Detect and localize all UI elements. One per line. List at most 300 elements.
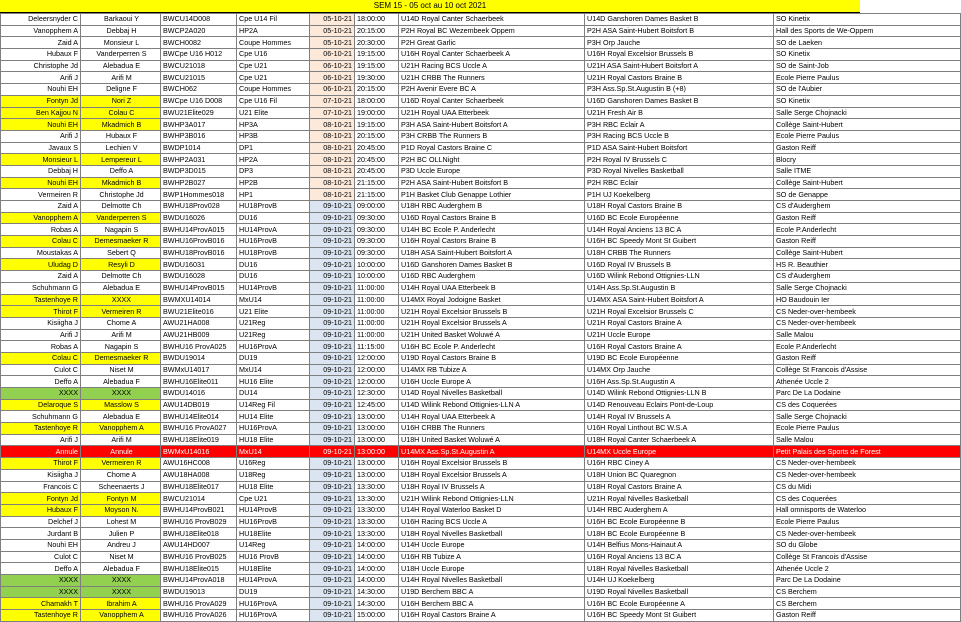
away-team-cell[interactable]: U16D Ganshoren Dames Basket B xyxy=(585,95,774,107)
home-team-cell[interactable]: U16H Uccle Europe A xyxy=(399,376,585,388)
venue-cell[interactable]: Collège St Francois d'Assise xyxy=(774,551,961,563)
match-time-cell[interactable]: 11:15:00 xyxy=(355,341,399,353)
referee-2-cell[interactable]: Annule xyxy=(81,446,161,458)
division-cell[interactable]: HU16ProvA xyxy=(237,423,310,435)
home-team-cell[interactable]: U18H RBC Auderghem B xyxy=(399,201,585,213)
division-cell[interactable]: MxU14 xyxy=(237,364,310,376)
match-date-cell[interactable]: 08-10-21 xyxy=(310,154,355,166)
match-date-cell[interactable]: 07-10-21 xyxy=(310,95,355,107)
venue-cell[interactable]: Parc De La Dodaine xyxy=(774,575,961,587)
division-cell[interactable]: HU18 Elite xyxy=(237,434,310,446)
venue-cell[interactable]: HO Baudouin Ier xyxy=(774,294,961,306)
referee-2-cell[interactable]: Ibrahim A xyxy=(81,598,161,610)
division-cell[interactable]: HP3A xyxy=(237,119,310,131)
referee-2-cell[interactable]: Scheenaerts J xyxy=(81,481,161,493)
venue-cell[interactable]: CS Berchem xyxy=(774,586,961,598)
home-team-cell[interactable]: P2H Avenir Evere BC A xyxy=(399,84,585,96)
home-team-cell[interactable]: U21H Wilink Rebond Ottignies-LLN xyxy=(399,493,585,505)
referee-1-cell[interactable]: Deffo A xyxy=(1,376,81,388)
referee-2-cell[interactable]: Delmotte Ch xyxy=(81,271,161,283)
match-time-cell[interactable]: 12:00:00 xyxy=(355,352,399,364)
home-team-cell[interactable]: U14D Royal Canter Schaerbeek xyxy=(399,14,585,26)
match-code-cell[interactable]: BWHU16 ProvA025 xyxy=(161,341,237,353)
match-time-cell[interactable]: 15:00:00 xyxy=(355,610,399,622)
home-team-cell[interactable]: U16D Ganshoren Dames Basket B xyxy=(399,259,585,271)
venue-cell[interactable]: CS d'Auderghem xyxy=(774,201,961,213)
division-cell[interactable]: DU19 xyxy=(237,352,310,364)
referee-1-cell[interactable]: Kisiigha J xyxy=(1,469,81,481)
referee-1-cell[interactable]: Nouhi EH xyxy=(1,84,81,96)
referee-1-cell[interactable]: Delaroque S xyxy=(1,399,81,411)
venue-cell[interactable]: Collège Saint-Hubert xyxy=(774,177,961,189)
referee-2-cell[interactable]: Vermeiren R xyxy=(81,458,161,470)
division-cell[interactable]: U21Reg xyxy=(237,317,310,329)
away-team-cell[interactable]: U16H BC Ecole Européenne A xyxy=(585,598,774,610)
match-time-cell[interactable]: 10:00:00 xyxy=(355,259,399,271)
match-code-cell[interactable]: BWHP2A031 xyxy=(161,154,237,166)
match-date-cell[interactable]: 09-10-21 xyxy=(310,575,355,587)
venue-cell[interactable]: CS Neder-over-hembeek xyxy=(774,458,961,470)
home-team-cell[interactable]: U14MX RB Tubize A xyxy=(399,364,585,376)
match-date-cell[interactable]: 07-10-21 xyxy=(310,107,355,119)
away-team-cell[interactable]: U18H Union BC Quaregnon xyxy=(585,469,774,481)
match-code-cell[interactable]: BWCU21014 xyxy=(161,493,237,505)
away-team-cell[interactable]: U16D BC Ecole Européenne xyxy=(585,212,774,224)
match-time-cell[interactable]: 20:45:00 xyxy=(355,154,399,166)
home-team-cell[interactable]: U16H Royal Excelsior Brussels B xyxy=(399,458,585,470)
match-time-cell[interactable]: 09:30:00 xyxy=(355,224,399,236)
match-date-cell[interactable]: 09-10-21 xyxy=(310,551,355,563)
match-time-cell[interactable]: 13:30:00 xyxy=(355,516,399,528)
away-team-cell[interactable]: U18H Royal Nivelles Basketball xyxy=(585,563,774,575)
match-date-cell[interactable]: 09-10-21 xyxy=(310,329,355,341)
referee-2-cell[interactable]: Nagapin S xyxy=(81,341,161,353)
division-cell[interactable]: HU16ProvB xyxy=(237,516,310,528)
home-team-cell[interactable]: U16D RBC Auderghem xyxy=(399,271,585,283)
home-team-cell[interactable]: U14H Royal Nivelles Basketball xyxy=(399,575,585,587)
match-time-cell[interactable]: 12:30:00 xyxy=(355,388,399,400)
referee-2-cell[interactable]: Vanderperren S xyxy=(81,49,161,61)
match-time-cell[interactable]: 13:00:00 xyxy=(355,469,399,481)
match-code-cell[interactable]: BWHU18Elite017 xyxy=(161,481,237,493)
away-team-cell[interactable]: U14H Belfius Mons-Hainaut A xyxy=(585,539,774,551)
match-code-cell[interactable]: AWU18HA008 xyxy=(161,469,237,481)
match-time-cell[interactable]: 14:30:00 xyxy=(355,586,399,598)
referee-1-cell[interactable]: Hubaux F xyxy=(1,504,81,516)
venue-cell[interactable]: Collège Saint-Hubert xyxy=(774,119,961,131)
referee-2-cell[interactable]: Alebadua E xyxy=(81,411,161,423)
division-cell[interactable]: HU18Elite xyxy=(237,563,310,575)
home-team-cell[interactable]: U18H Royal IV Brussels A xyxy=(399,481,585,493)
division-cell[interactable]: Cpe U21 xyxy=(237,493,310,505)
match-time-cell[interactable]: 20:45:00 xyxy=(355,165,399,177)
referee-2-cell[interactable]: Lohest M xyxy=(81,516,161,528)
home-team-cell[interactable]: U16H Royal Castors Braine A xyxy=(399,610,585,622)
division-cell[interactable]: HU16 ProvB xyxy=(237,551,310,563)
referee-2-cell[interactable]: Deffo A xyxy=(81,165,161,177)
match-code-cell[interactable]: BWDU19014 xyxy=(161,352,237,364)
home-team-cell[interactable]: P3D Uccle Europe xyxy=(399,165,585,177)
match-code-cell[interactable]: BWHP2B027 xyxy=(161,177,237,189)
venue-cell[interactable]: SO Kinetix xyxy=(774,95,961,107)
away-team-cell[interactable]: U18H Royal Castors Braine B xyxy=(585,201,774,213)
home-team-cell[interactable]: U14H Royal UAA Etterbeek B xyxy=(399,282,585,294)
match-date-cell[interactable]: 09-10-21 xyxy=(310,306,355,318)
referee-2-cell[interactable]: XXXX xyxy=(81,575,161,587)
match-date-cell[interactable]: 09-10-21 xyxy=(310,563,355,575)
match-code-cell[interactable]: BWHU16ProvB016 xyxy=(161,236,237,248)
division-cell[interactable]: DU19 xyxy=(237,586,310,598)
referee-2-cell[interactable]: Deligne F xyxy=(81,84,161,96)
venue-cell[interactable]: SO Kinetix xyxy=(774,49,961,61)
venue-cell[interactable]: CS Neder-over-hembeek xyxy=(774,528,961,540)
home-team-cell[interactable]: U16H CRBB The Runners xyxy=(399,423,585,435)
referee-1-cell[interactable]: Thirot F xyxy=(1,306,81,318)
venue-cell[interactable]: CS Neder-over-hembeek xyxy=(774,317,961,329)
referee-2-cell[interactable]: Barkaoui Y xyxy=(81,14,161,26)
division-cell[interactable]: HP2B xyxy=(237,177,310,189)
venue-cell[interactable]: Blocry xyxy=(774,154,961,166)
referee-1-cell[interactable]: Debbaj H xyxy=(1,165,81,177)
division-cell[interactable]: Cpe U16 xyxy=(237,49,310,61)
match-time-cell[interactable]: 20:15:00 xyxy=(355,84,399,96)
referee-2-cell[interactable]: Alebadua E xyxy=(81,282,161,294)
division-cell[interactable]: Cpe U16 Fil xyxy=(237,95,310,107)
referee-1-cell[interactable]: Zaid A xyxy=(1,271,81,283)
match-code-cell[interactable]: BWHU18Elite018 xyxy=(161,528,237,540)
venue-cell[interactable]: Ecole Pierre Paulus xyxy=(774,72,961,84)
away-team-cell[interactable]: P2H Royal IV Brussels C xyxy=(585,154,774,166)
division-cell[interactable]: HU16ProvB xyxy=(237,236,310,248)
home-team-cell[interactable]: U18H United Basket Woluwé A xyxy=(399,434,585,446)
home-team-cell[interactable]: U21H Racing BCS Uccle A xyxy=(399,60,585,72)
venue-cell[interactable]: Hall omnisports de Waterloo xyxy=(774,504,961,516)
referee-2-cell[interactable]: Nori Z xyxy=(81,95,161,107)
match-date-cell[interactable]: 09-10-21 xyxy=(310,212,355,224)
division-cell[interactable]: DU16 xyxy=(237,212,310,224)
match-time-cell[interactable]: 09:30:00 xyxy=(355,212,399,224)
division-cell[interactable]: HU14 Elite xyxy=(237,411,310,423)
referee-1-cell[interactable]: Culot C xyxy=(1,364,81,376)
referee-2-cell[interactable]: Mkadmich B xyxy=(81,119,161,131)
away-team-cell[interactable]: U14H Royal IV Brussels A xyxy=(585,411,774,423)
away-team-cell[interactable]: U16D Royal IV Brussels B xyxy=(585,259,774,271)
home-team-cell[interactable]: U21H Royal Excelsior Brussels A xyxy=(399,317,585,329)
away-team-cell[interactable]: P2H RBC Eclair xyxy=(585,177,774,189)
match-code-cell[interactable]: BWHU16 ProvB025 xyxy=(161,551,237,563)
match-code-cell[interactable]: BWHU18ProvB016 xyxy=(161,247,237,259)
match-date-cell[interactable]: 09-10-21 xyxy=(310,434,355,446)
match-time-cell[interactable]: 20:15:00 xyxy=(355,130,399,142)
match-code-cell[interactable]: BWDU16031 xyxy=(161,259,237,271)
referee-2-cell[interactable]: Delmotte Ch xyxy=(81,201,161,213)
away-team-cell[interactable]: U14MX ASA Saint-Hubert Boitsfort A xyxy=(585,294,774,306)
away-team-cell[interactable]: U21H Royal Nivelles Basketball xyxy=(585,493,774,505)
referee-2-cell[interactable]: Chome A xyxy=(81,469,161,481)
referee-1-cell[interactable]: Colau C xyxy=(1,352,81,364)
venue-cell[interactable]: Gaston Reiff xyxy=(774,610,961,622)
home-team-cell[interactable]: U14D Royal Nivelles Basketball xyxy=(399,388,585,400)
venue-cell[interactable]: Salle Serge Chojnacki xyxy=(774,282,961,294)
match-code-cell[interactable]: BWHP3B016 xyxy=(161,130,237,142)
referee-1-cell[interactable]: Robas A xyxy=(1,341,81,353)
match-date-cell[interactable]: 09-10-21 xyxy=(310,446,355,458)
referee-2-cell[interactable]: Chome A xyxy=(81,317,161,329)
division-cell[interactable]: HP2A xyxy=(237,154,310,166)
venue-cell[interactable]: Ecole Pierre Paulus xyxy=(774,423,961,435)
match-code-cell[interactable]: BWDP3D015 xyxy=(161,165,237,177)
venue-cell[interactable]: Ecole Pierre Paulus xyxy=(774,130,961,142)
referee-1-cell[interactable]: Arifi J xyxy=(1,329,81,341)
division-cell[interactable]: Cpe U14 Fil xyxy=(237,14,310,26)
match-date-cell[interactable]: 09-10-21 xyxy=(310,247,355,259)
home-team-cell[interactable]: P2H Great Garlic xyxy=(399,37,585,49)
match-code-cell[interactable]: BWHP3A017 xyxy=(161,119,237,131)
away-team-cell[interactable]: U16H Royal Castors Braine A xyxy=(585,341,774,353)
match-date-cell[interactable]: 09-10-21 xyxy=(310,259,355,271)
referee-2-cell[interactable]: Vanderperren S xyxy=(81,212,161,224)
away-team-cell[interactable]: U16H Royal Anciens 13 BC A xyxy=(585,551,774,563)
home-team-cell[interactable]: U14D Wilink Rebond Ottignies-LLN A xyxy=(399,399,585,411)
venue-cell[interactable]: Collège St Francois d'Assise xyxy=(774,364,961,376)
venue-cell[interactable]: CS Neder-over-hembeek xyxy=(774,469,961,481)
referee-2-cell[interactable]: Alebadua F xyxy=(81,563,161,575)
division-cell[interactable]: HU16ProvA xyxy=(237,610,310,622)
match-code-cell[interactable]: AWU16HC008 xyxy=(161,458,237,470)
away-team-cell[interactable]: U16H Royal Linthout BC W.S.A xyxy=(585,423,774,435)
home-team-cell[interactable]: U21H Royal UAA Etterbeek xyxy=(399,107,585,119)
venue-cell[interactable]: HS R. Beauthier xyxy=(774,259,961,271)
away-team-cell[interactable]: U14H Royal Anciens 13 BC A xyxy=(585,224,774,236)
division-cell[interactable]: HU14ProvB xyxy=(237,504,310,516)
match-code-cell[interactable]: BWU21Elite029 xyxy=(161,107,237,119)
home-team-cell[interactable]: U14H Uccle Europe xyxy=(399,539,585,551)
away-team-cell[interactable]: P2H ASA Saint-Hubert Boitsfort B xyxy=(585,25,774,37)
match-code-cell[interactable]: BWMXU14014 xyxy=(161,294,237,306)
match-date-cell[interactable]: 09-10-21 xyxy=(310,376,355,388)
match-date-cell[interactable]: 09-10-21 xyxy=(310,411,355,423)
venue-cell[interactable]: Gaston Reiff xyxy=(774,236,961,248)
home-team-cell[interactable]: U19D Berchem BBC A xyxy=(399,586,585,598)
referee-1-cell[interactable]: Hubaux F xyxy=(1,49,81,61)
match-time-cell[interactable]: 19:30:00 xyxy=(355,72,399,84)
home-team-cell[interactable]: U18H ASA Saint-Hubert Boitsfort A xyxy=(399,247,585,259)
away-team-cell[interactable]: U14D Ganshoren Dames Basket B xyxy=(585,14,774,26)
home-team-cell[interactable]: U16H BC Ecole P. Anderlecht xyxy=(399,341,585,353)
home-team-cell[interactable]: P2H ASA Saint-Hubert Boitsfort B xyxy=(399,177,585,189)
venue-cell[interactable]: Salle ITME xyxy=(774,165,961,177)
venue-cell[interactable]: CS des Coquerées xyxy=(774,399,961,411)
referee-2-cell[interactable]: Lempereur L xyxy=(81,154,161,166)
referee-2-cell[interactable]: Masslow S xyxy=(81,399,161,411)
match-time-cell[interactable]: 12:00:00 xyxy=(355,364,399,376)
division-cell[interactable]: U21 Elite xyxy=(237,306,310,318)
match-code-cell[interactable]: BWHU18Elite015 xyxy=(161,563,237,575)
division-cell[interactable]: Coupe Hommes xyxy=(237,84,310,96)
match-code-cell[interactable]: BWHU18Elite019 xyxy=(161,434,237,446)
referee-1-cell[interactable]: XXXX xyxy=(1,388,81,400)
home-team-cell[interactable]: U18H Royal Nivelles Basketball xyxy=(399,528,585,540)
referee-1-cell[interactable]: Monsieur L xyxy=(1,154,81,166)
away-team-cell[interactable]: U19D BC Ecole Européenne xyxy=(585,352,774,364)
away-team-cell[interactable]: U14MX Uccle Europe xyxy=(585,446,774,458)
referee-2-cell[interactable]: Alebadua E xyxy=(81,60,161,72)
referee-1-cell[interactable]: Fontyn Jd xyxy=(1,493,81,505)
referee-1-cell[interactable]: Deffo A xyxy=(1,563,81,575)
match-date-cell[interactable]: 09-10-21 xyxy=(310,271,355,283)
match-date-cell[interactable]: 08-10-21 xyxy=(310,130,355,142)
referee-2-cell[interactable]: Resyli D xyxy=(81,259,161,271)
division-cell[interactable]: HU18 Elite xyxy=(237,481,310,493)
match-date-cell[interactable]: 09-10-21 xyxy=(310,224,355,236)
division-cell[interactable]: HU16ProvA xyxy=(237,341,310,353)
match-date-cell[interactable]: 09-10-21 xyxy=(310,352,355,364)
match-date-cell[interactable]: 09-10-21 xyxy=(310,423,355,435)
match-code-cell[interactable]: BWHU14ProvB015 xyxy=(161,282,237,294)
referee-1-cell[interactable]: Fontyn Jd xyxy=(1,95,81,107)
match-time-cell[interactable]: 13:30:00 xyxy=(355,528,399,540)
match-date-cell[interactable]: 09-10-21 xyxy=(310,341,355,353)
referee-1-cell[interactable]: Moustakas A xyxy=(1,247,81,259)
venue-cell[interactable]: CS d'Auderghem xyxy=(774,271,961,283)
match-time-cell[interactable]: 14:00:00 xyxy=(355,551,399,563)
referee-2-cell[interactable]: Sebert Q xyxy=(81,247,161,259)
match-date-cell[interactable]: 08-10-21 xyxy=(310,177,355,189)
referee-1-cell[interactable]: Jurdant B xyxy=(1,528,81,540)
home-team-cell[interactable]: U21H United Basket Woluwé A xyxy=(399,329,585,341)
referee-2-cell[interactable]: Fontyn M xyxy=(81,493,161,505)
venue-cell[interactable]: Gaston Reiff xyxy=(774,212,961,224)
referee-2-cell[interactable]: Demesmaeker R xyxy=(81,352,161,364)
referee-2-cell[interactable]: Monsieur L xyxy=(81,37,161,49)
match-date-cell[interactable]: 09-10-21 xyxy=(310,539,355,551)
match-time-cell[interactable]: 19:15:00 xyxy=(355,49,399,61)
match-code-cell[interactable]: BWCH0082 xyxy=(161,37,237,49)
referee-2-cell[interactable]: XXXX xyxy=(81,294,161,306)
referee-1-cell[interactable]: Javaux S xyxy=(1,142,81,154)
match-time-cell[interactable]: 14:00:00 xyxy=(355,539,399,551)
venue-cell[interactable]: SO de Genappe xyxy=(774,189,961,201)
division-cell[interactable]: HP1 xyxy=(237,189,310,201)
match-date-cell[interactable]: 05-10-21 xyxy=(310,25,355,37)
division-cell[interactable]: U16Reg xyxy=(237,458,310,470)
venue-cell[interactable]: SO de Laeken xyxy=(774,37,961,49)
match-time-cell[interactable]: 09:00:00 xyxy=(355,201,399,213)
referee-2-cell[interactable]: XXXX xyxy=(81,388,161,400)
match-date-cell[interactable]: 09-10-21 xyxy=(310,236,355,248)
away-team-cell[interactable]: U18H BC Ecole Européenne B xyxy=(585,528,774,540)
away-team-cell[interactable]: U18H Royal Castors Braine A xyxy=(585,481,774,493)
match-code-cell[interactable]: BWHU18Prov028 xyxy=(161,201,237,213)
match-date-cell[interactable]: 06-10-21 xyxy=(310,49,355,61)
venue-cell[interactable]: Salle Malou xyxy=(774,434,961,446)
match-code-cell[interactable]: BWHU16 ProvB029 xyxy=(161,516,237,528)
home-team-cell[interactable]: U14H BC Ecole P. Anderlecht xyxy=(399,224,585,236)
match-time-cell[interactable]: 14:00:00 xyxy=(355,575,399,587)
match-code-cell[interactable]: AWU21HB009 xyxy=(161,329,237,341)
division-cell[interactable]: U21 Elite xyxy=(237,107,310,119)
division-cell[interactable]: HU18ProvB xyxy=(237,247,310,259)
away-team-cell[interactable]: U18H CRBB The Runners xyxy=(585,247,774,259)
match-time-cell[interactable]: 21:15:00 xyxy=(355,189,399,201)
referee-2-cell[interactable]: Vanopphem A xyxy=(81,423,161,435)
match-date-cell[interactable]: 09-10-21 xyxy=(310,504,355,516)
home-team-cell[interactable]: U16H Royal Canter Schaerbeek A xyxy=(399,49,585,61)
venue-cell[interactable]: SO Kinetix xyxy=(774,14,961,26)
away-team-cell[interactable]: U14MX Orp Jauche xyxy=(585,364,774,376)
referee-1-cell[interactable]: Thirot F xyxy=(1,458,81,470)
match-time-cell[interactable]: 18:00:00 xyxy=(355,14,399,26)
venue-cell[interactable]: CS Berchem xyxy=(774,598,961,610)
referee-2-cell[interactable]: Vermeiren R xyxy=(81,306,161,318)
match-time-cell[interactable]: 20:30:00 xyxy=(355,37,399,49)
referee-1-cell[interactable]: Arifi J xyxy=(1,72,81,84)
venue-cell[interactable]: Ecole Pierre Paulus xyxy=(774,516,961,528)
referee-2-cell[interactable]: Nagapin S xyxy=(81,224,161,236)
home-team-cell[interactable]: U16H Berchem BBC A xyxy=(399,598,585,610)
match-code-cell[interactable]: AWU21HA008 xyxy=(161,317,237,329)
venue-cell[interactable]: CS des Coquerées xyxy=(774,493,961,505)
away-team-cell[interactable]: U16H RBC Ciney A xyxy=(585,458,774,470)
match-code-cell[interactable]: BWHU16Elite011 xyxy=(161,376,237,388)
home-team-cell[interactable]: U19D Royal Castors Braine B xyxy=(399,352,585,364)
referee-1-cell[interactable]: Nouhi EH xyxy=(1,177,81,189)
away-team-cell[interactable]: U16H Royal Excelsior Brussels B xyxy=(585,49,774,61)
referee-2-cell[interactable]: Vanopphem A xyxy=(81,610,161,622)
match-date-cell[interactable]: 05-10-21 xyxy=(310,37,355,49)
away-team-cell[interactable]: U14H UJ Koekelberg xyxy=(585,575,774,587)
away-team-cell[interactable]: P3H Ass.Sp.St.Augustin B (+8) xyxy=(585,84,774,96)
match-date-cell[interactable]: 09-10-21 xyxy=(310,610,355,622)
away-team-cell[interactable]: U14H RBC Auderghem A xyxy=(585,504,774,516)
referee-1-cell[interactable]: Tastenhoye R xyxy=(1,294,81,306)
referee-1-cell[interactable]: Deleersnyder C xyxy=(1,14,81,26)
match-date-cell[interactable]: 09-10-21 xyxy=(310,598,355,610)
match-code-cell[interactable]: BWCU21015 xyxy=(161,72,237,84)
referee-1-cell[interactable]: Culot C xyxy=(1,551,81,563)
away-team-cell[interactable]: P1D ASA Saint-Hubert Boitsfort xyxy=(585,142,774,154)
home-team-cell[interactable]: U18H Uccle Europe xyxy=(399,563,585,575)
division-cell[interactable]: DU16 xyxy=(237,259,310,271)
referee-1-cell[interactable]: Delchef J xyxy=(1,516,81,528)
home-team-cell[interactable]: U21H Royal Excelsior Brussels B xyxy=(399,306,585,318)
match-date-cell[interactable]: 06-10-21 xyxy=(310,72,355,84)
match-code-cell[interactable]: BWCU14D008 xyxy=(161,14,237,26)
home-team-cell[interactable]: P2H BC OLLNight xyxy=(399,154,585,166)
referee-2-cell[interactable]: Arifi M xyxy=(81,434,161,446)
division-cell[interactable]: U14Reg Fil xyxy=(237,399,310,411)
match-time-cell[interactable]: 11:00:00 xyxy=(355,329,399,341)
match-time-cell[interactable]: 13:00:00 xyxy=(355,423,399,435)
referee-1-cell[interactable]: Kisiigha J xyxy=(1,317,81,329)
division-cell[interactable]: U21Reg xyxy=(237,329,310,341)
division-cell[interactable]: HU16 Elite xyxy=(237,376,310,388)
match-date-cell[interactable]: 09-10-21 xyxy=(310,516,355,528)
match-time-cell[interactable]: 13:00:00 xyxy=(355,446,399,458)
match-code-cell[interactable]: BWHU14Elite014 xyxy=(161,411,237,423)
referee-2-cell[interactable]: Christophe Jd xyxy=(81,189,161,201)
home-team-cell[interactable]: U14H Royal UAA Etterbeek A xyxy=(399,411,585,423)
referee-1-cell[interactable]: Colau C xyxy=(1,236,81,248)
match-time-cell[interactable]: 20:45:00 xyxy=(355,142,399,154)
referee-2-cell[interactable]: Alebadua F xyxy=(81,376,161,388)
referee-1-cell[interactable]: Zaid A xyxy=(1,201,81,213)
referee-2-cell[interactable]: Arifi M xyxy=(81,329,161,341)
division-cell[interactable]: HU14ProvB xyxy=(237,282,310,294)
referee-1-cell[interactable]: Vermeiren R xyxy=(1,189,81,201)
match-date-cell[interactable]: 06-10-21 xyxy=(310,84,355,96)
match-code-cell[interactable]: BWCpe U16 D008 xyxy=(161,95,237,107)
